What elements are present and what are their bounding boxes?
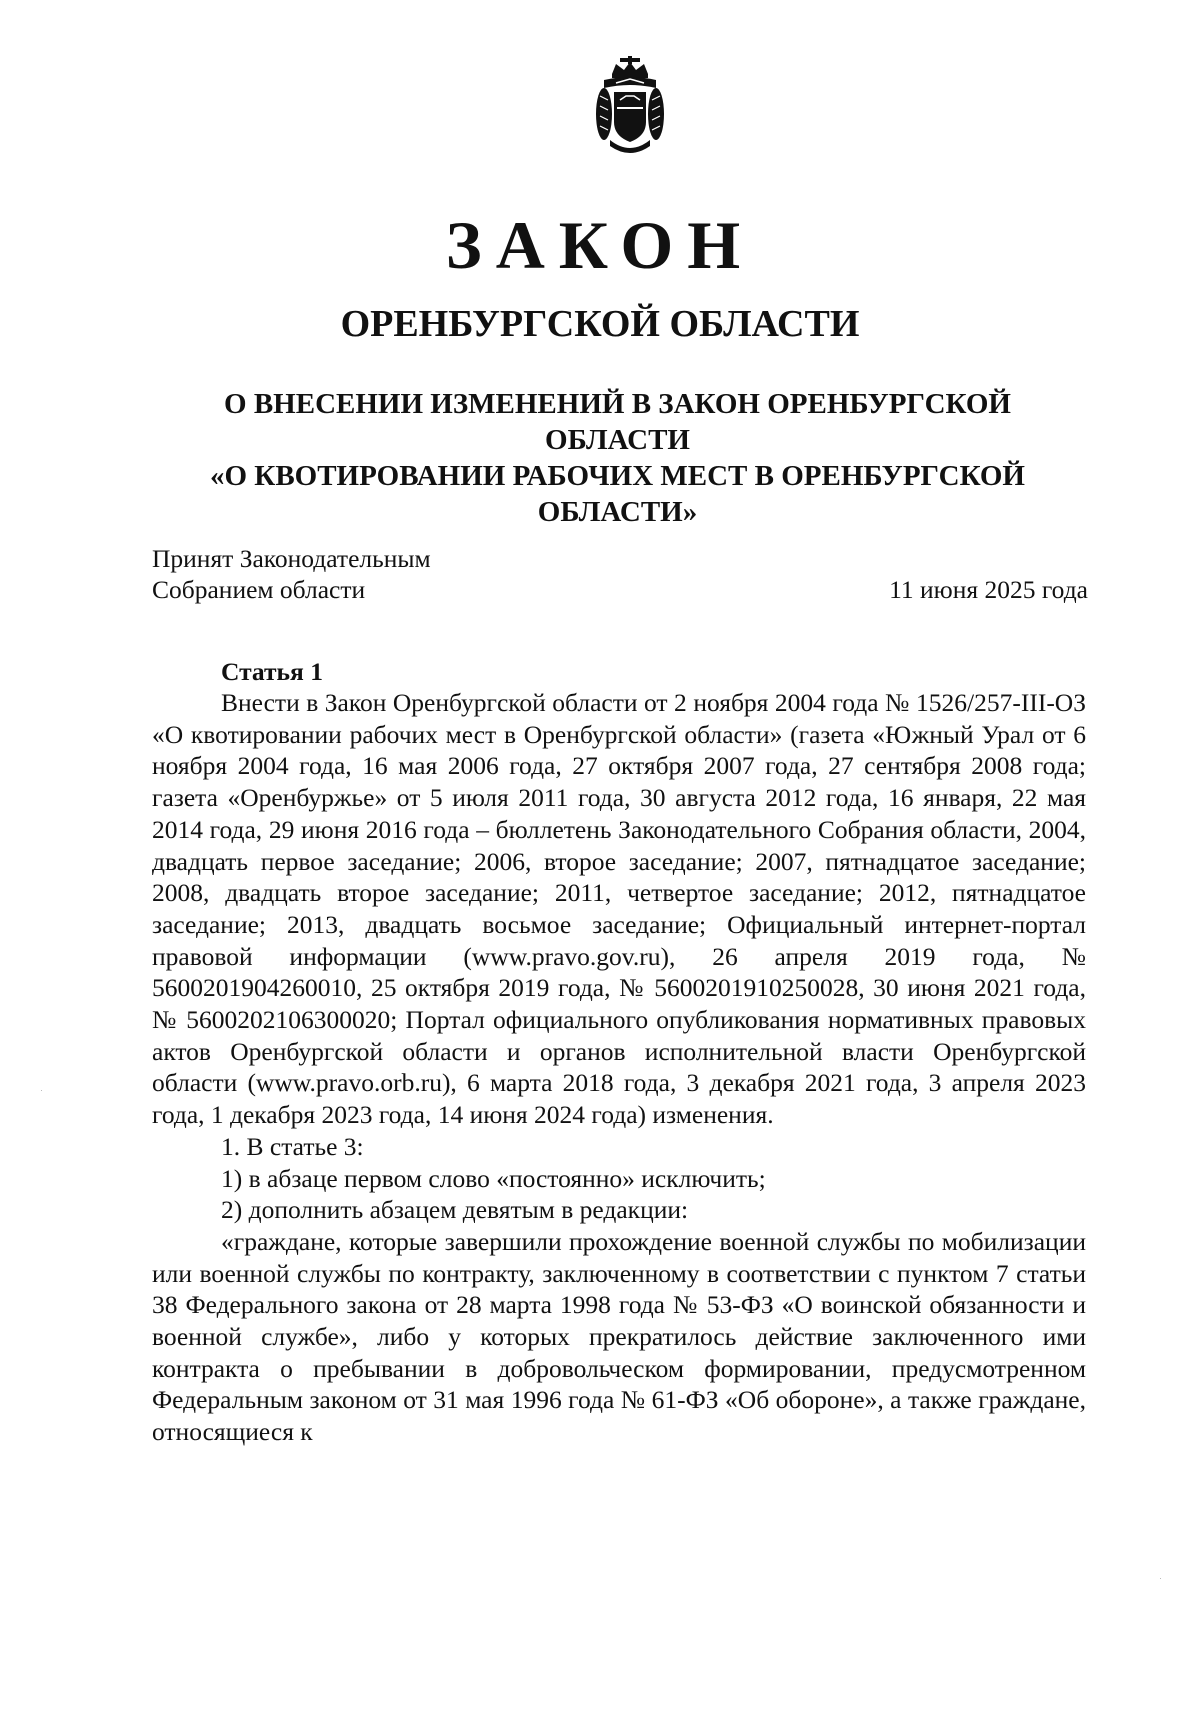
article-paragraph: «граждане, которые завершили прохождение военной службы по мобилизации или военной службы по контракту, заключенному в соответствии с пунктом 7 статьи 38 Федерального закона от 28 марта 1998 года № 53-ФЗ «О воинской обязанности и военной службе», либо у которых прекратилось действие заключенного ими контракта о пребывании в добровольческом формировании, предусмотренном Федеральным законом от 31 мая 1996 года № 61-ФЗ «Об обороне», а также граждане, относящиеся к [152,1226,1086,1447]
adoption-statement [152,543,431,605]
scan-speck [41,1090,42,1091]
subtitle-line: О ВНЕСЕНИИ ИЗМЕНЕНИЙ В ЗАКОН ОРЕНБУРГСКОЙ ОБЛАСТИ [224,388,1011,456]
article-heading: Статья 1 [221,657,323,686]
article-paragraph: 1) в абзаце первом слово «постоянно» исключить; [221,1163,766,1193]
article-body [152,687,1086,1448]
scan-speck [1160,1578,1161,1579]
document-title: ЗАКОН [445,207,755,283]
adoption-date: 11 июня 2025 года [889,575,1088,604]
article-paragraph: 2) дополнить абзацем девятым в редакции: [221,1195,689,1225]
document-region: ОРЕНБУРГСКОЙ ОБЛАСТИ [340,303,860,345]
subtitle-line: ОБЛАСТИ» [537,496,698,528]
document-subtitle [150,386,1085,530]
subtitle-line: «О КВОТИРОВАНИИ РАБОЧИХ МЕСТ В ОРЕНБУРГСКОЙ [209,460,1025,492]
article-paragraph: 1. В статье 3: [221,1131,364,1161]
adoption-line: Собранием области [152,575,366,604]
article-paragraph: Внести в Закон Оренбургской области от 2 ноября 2004 года № 1526/257-III-ОЗ «О квотировании рабочих мест в Оренбургской области» (газета «Южный Урал от 6 ноября 2004 года, 16 мая 2006 года, 27 октября 2007 года, 27 сентября 2008 года; газета «Оренбуржье» от 5 июля 2011 года, 30 августа 2012 года, 16 января, 22 мая 2014 года, 29 июня 2016 года – бюллетень Законодательного Собрания области, 2004, двадцать первое заседание; 2006, второе заседание; 2007, пятнадцатое заседание; 2008, двадцать второе заседание; 2011, четвертое заседание; 2012, пятнадцатое заседание; 2013, двадцать восьмое заседание; Официальный интернет-портал правовой информации (www.pravo.gov.ru), 26 апреля 2019 года, № 5600201904260010, 25 октября 2019 года, № 5600201910250028, 30 июня 2021 года, № 5600202106300020; Портал официального опубликования нормативных правовых актов Оренбургской области и органов исполнительной власти Оренбургской области (www.pravo.orb.ru), 6 марта 2018 года, 3 декабря 2021 года, 3 апреля 2023 года, 1 декабря 2023 года, 14 июня 2024 года) изменения. [152,688,1086,1130]
adoption-line: Принят Законодательным [152,544,431,573]
coat-of-arms-emblem [590,56,670,156]
